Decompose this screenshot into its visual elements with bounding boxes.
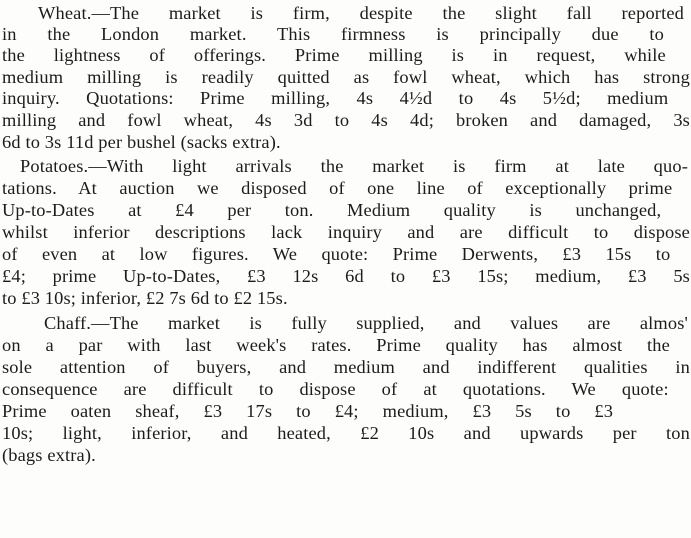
text-line: on a par with last week's rates. Prime quality has almost the xyxy=(2,335,670,355)
text-line: Chaff.—The market is fully supplied, and values are almos' xyxy=(44,313,688,333)
text-line: tations. At auction we disposed of one line of exceptionally prime xyxy=(2,178,673,198)
text-line: inquiry. Quotations: Prime milling, 4s 4½d to 4s 5½d; medium xyxy=(2,88,669,108)
text-line: 6d to 3s 11d per bushel (sacks extra). xyxy=(2,132,281,152)
text-line: 10s; light, inferior, and heated, £2 10s and upwards per ton xyxy=(2,423,690,443)
text-line: consequence are difficult to dispose of at quotations. We quote: xyxy=(2,379,669,399)
text-line: £4; prime Up-to-Dates, £3 12s 6d to £3 15s; medium, £3 5s xyxy=(2,266,690,286)
text-line: whilst inferior descriptions lack inquiry and are difficult to dispose xyxy=(2,222,690,242)
text-line: Up-to-Dates at £4 per ton. Medium quality is unchanged, xyxy=(2,200,662,220)
text-line: in the London market. This firmness is principally due to xyxy=(2,24,665,44)
text-line: Wheat.—The market is firm, despite the slight fall reported xyxy=(38,3,684,23)
text-line: Prime oaten sheaf, £3 17s to £4; medium, £3 5s to £3 xyxy=(2,401,614,421)
text-line: the lightness of offerings. Prime milling is in request, while xyxy=(2,45,666,65)
text-line: to £3 10s; inferior, £2 7s 6d to £2 15s. xyxy=(2,288,288,308)
text-line: medium milling is readily quitted as fowl wheat, which has strong xyxy=(2,67,690,87)
text-line: Potatoes.—With light arrivals the market is firm at late quo- xyxy=(20,156,688,176)
text-line: (bags extra). xyxy=(2,445,96,465)
text-line: of even at low figures. We quote: Prime Derwents, £3 15s to xyxy=(2,244,671,264)
text-line: milling and fowl wheat, 4s 3d to 4s 4d; broken and damaged, 3s xyxy=(2,110,690,130)
text-line: sole attention of buyers, and medium and indifferent qualities in xyxy=(2,357,690,377)
